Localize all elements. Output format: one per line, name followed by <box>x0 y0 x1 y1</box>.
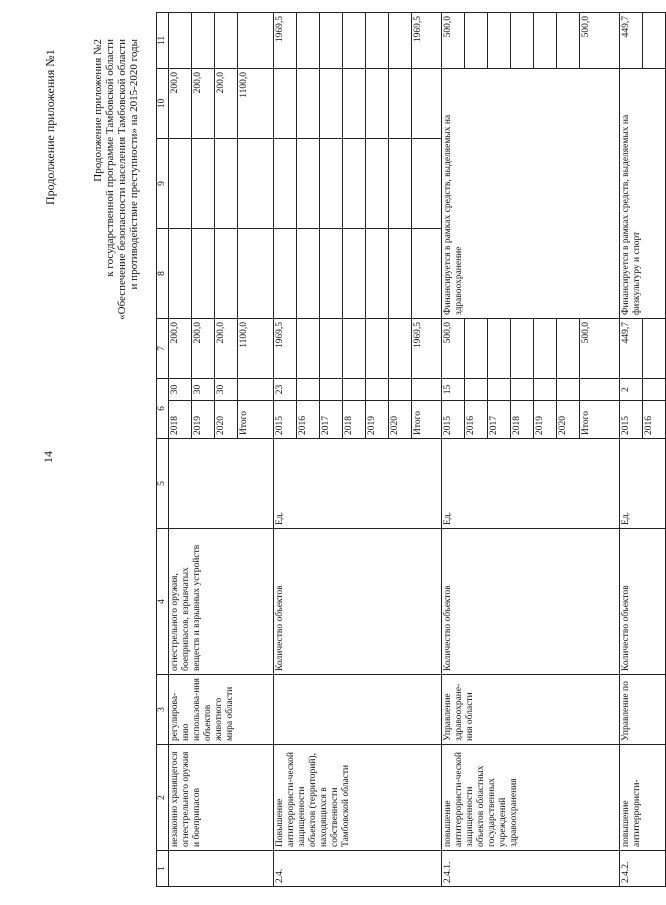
appendix-2-line: Продолжение приложения №2 <box>92 39 104 182</box>
table-row <box>620 13 643 887</box>
column-number: 7 <box>157 319 169 379</box>
year-cell: 2016 <box>465 401 488 439</box>
value-cell <box>366 229 389 319</box>
total-cell: 500,0 <box>580 319 620 379</box>
value-cell <box>297 13 320 69</box>
value-cell <box>320 69 343 139</box>
table-row <box>274 13 297 887</box>
total-cell: 200,0 <box>192 319 215 379</box>
quantity-cell <box>511 379 534 401</box>
value-cell <box>412 229 442 319</box>
value-cell <box>215 139 238 229</box>
total-cell <box>320 319 343 379</box>
value-cell: 1969,5 <box>412 13 442 69</box>
value-cell <box>169 139 192 229</box>
total-cell: 1100,0 <box>238 319 274 379</box>
value-cell <box>366 69 389 139</box>
quantity-cell: 30 <box>192 379 215 401</box>
quantity-cell: 15 <box>442 379 465 401</box>
year-cell: 2019 <box>192 401 215 439</box>
measure-indicator: Количество объектов <box>442 529 620 675</box>
value-cell <box>511 13 534 69</box>
table-row <box>442 13 465 887</box>
value-cell <box>297 229 320 319</box>
column-number: 3 <box>157 675 169 745</box>
measure-executor: Управление по <box>620 675 666 745</box>
value-cell <box>320 229 343 319</box>
total-cell <box>511 319 534 379</box>
financing-note: Финансируется в рамках средств, выделяемых на физкультуру и спорт <box>620 69 666 319</box>
year-cell: 2015 <box>620 401 643 439</box>
quantity-cell <box>488 379 511 401</box>
value-cell <box>343 13 366 69</box>
measure-code: 2.4. <box>274 851 442 887</box>
year-cell: Итого <box>238 401 274 439</box>
value-cell <box>274 69 297 139</box>
column-number: 10 <box>157 69 169 139</box>
column-number: 4 <box>157 529 169 675</box>
quantity-cell: 2 <box>620 379 643 401</box>
quantity-cell <box>465 379 488 401</box>
value-cell <box>320 139 343 229</box>
quantity-cell <box>343 379 366 401</box>
measure-executor <box>274 675 442 745</box>
measure-indicator: Количество объектов <box>274 529 442 675</box>
value-cell <box>343 139 366 229</box>
total-cell <box>534 319 557 379</box>
year-cell: 2016 <box>297 401 320 439</box>
value-cell <box>215 229 238 319</box>
value-cell <box>343 229 366 319</box>
value-cell <box>412 69 442 139</box>
quantity-cell <box>238 379 274 401</box>
year-cell: 2019 <box>366 401 389 439</box>
year-cell: 2016 <box>643 401 666 439</box>
year-cell: 2015 <box>274 401 297 439</box>
value-cell: 1969,5 <box>274 13 297 69</box>
column-number: 8 <box>157 229 169 319</box>
value-cell <box>238 139 274 229</box>
quantity-cell <box>580 379 620 401</box>
value-cell: 200,0 <box>215 69 238 139</box>
total-cell <box>389 319 412 379</box>
table-row <box>169 13 192 887</box>
value-cell: 449,7 <box>620 13 643 69</box>
appendix-2-line: «Обеспечение безопасности населения Тамбовской области <box>116 39 128 320</box>
measure-executor: Управление здравоохране-ния области <box>442 675 620 745</box>
quantity-cell <box>557 379 580 401</box>
total-cell: 1969,5 <box>412 319 442 379</box>
value-cell <box>320 13 343 69</box>
measure-indicator: Количество объектов <box>620 529 666 675</box>
total-cell <box>488 319 511 379</box>
value-cell <box>297 69 320 139</box>
total-cell <box>465 319 488 379</box>
value-cell <box>465 13 488 69</box>
value-cell <box>192 139 215 229</box>
appendix-2-header <box>92 39 140 399</box>
total-cell: 200,0 <box>215 319 238 379</box>
measure-unit: Ед. <box>274 439 442 529</box>
value-cell <box>389 139 412 229</box>
value-cell: 500,0 <box>580 13 620 69</box>
value-cell <box>169 13 192 69</box>
measure-unit <box>169 439 274 529</box>
measure-executor: регулирова-нию использова-ния объектов животного мира области <box>169 675 274 745</box>
measure-indicator: огнестрельного оружия, боеприпасов, взрывчатых веществ и взрывных устройств <box>169 529 274 675</box>
quantity-cell <box>320 379 343 401</box>
value-cell: 200,0 <box>192 69 215 139</box>
total-cell <box>643 319 666 379</box>
value-cell <box>366 13 389 69</box>
value-cell <box>412 139 442 229</box>
value-cell <box>534 13 557 69</box>
quantity-cell <box>366 379 389 401</box>
total-cell <box>557 319 580 379</box>
value-cell <box>366 139 389 229</box>
value-cell <box>192 229 215 319</box>
year-cell: 2017 <box>320 401 343 439</box>
value-cell <box>343 69 366 139</box>
quantity-cell: 30 <box>215 379 238 401</box>
value-cell <box>192 13 215 69</box>
quantity-cell: 30 <box>169 379 192 401</box>
column-number: 11 <box>157 13 169 69</box>
column-number: 6 <box>157 379 169 439</box>
year-cell: 2020 <box>557 401 580 439</box>
year-cell: 2018 <box>343 401 366 439</box>
total-cell <box>343 319 366 379</box>
measure-name: незаконно хранящегося огнестрельного оружия и боеприпасов <box>169 745 274 851</box>
quantity-cell: 23 <box>274 379 297 401</box>
column-number: 1 <box>157 851 169 887</box>
value-cell <box>488 13 511 69</box>
value-cell <box>557 13 580 69</box>
total-cell: 200,0 <box>169 319 192 379</box>
quantity-cell <box>412 379 442 401</box>
measure-code <box>169 851 274 887</box>
column-number: 9 <box>157 139 169 229</box>
year-cell: Итого <box>580 401 620 439</box>
value-cell <box>389 13 412 69</box>
appendix-2-line: и противодействие преступности» на 2015-2020 годы <box>128 39 140 290</box>
value-cell <box>389 69 412 139</box>
year-cell: 2020 <box>389 401 412 439</box>
total-cell <box>297 319 320 379</box>
measure-unit: Ед. <box>442 439 620 529</box>
total-cell <box>366 319 389 379</box>
quantity-cell <box>389 379 412 401</box>
measure-code: 2.4.1. <box>442 851 620 887</box>
year-cell: 2015 <box>442 401 465 439</box>
year-cell: 2018 <box>511 401 534 439</box>
total-cell: 1969,5 <box>274 319 297 379</box>
year-cell: 2017 <box>488 401 511 439</box>
value-cell <box>215 13 238 69</box>
value-cell: 1100,0 <box>238 69 274 139</box>
column-number-row <box>157 13 169 887</box>
column-number: 2 <box>157 745 169 851</box>
measure-name: повышение антитеррористи- <box>620 745 666 851</box>
value-cell: 200,0 <box>169 69 192 139</box>
measure-code: 2.4.2. <box>620 851 666 887</box>
value-cell <box>643 13 666 69</box>
financing-note: Финансируется в рамках средств, выделяемых на здравоохранение <box>442 69 620 319</box>
measure-unit: Ед. <box>620 439 666 529</box>
value-cell <box>274 229 297 319</box>
column-number: 5 <box>157 439 169 529</box>
measure-name: повышение антитеррористи-ческой защищенности объектов областных государственных учреждений здравоохранения <box>442 745 620 851</box>
quantity-cell <box>643 379 666 401</box>
quantity-cell <box>297 379 320 401</box>
value-cell <box>238 13 274 69</box>
value-cell: 500,0 <box>442 13 465 69</box>
value-cell <box>274 139 297 229</box>
page-number: 14 <box>41 451 55 463</box>
program-measures-table <box>156 12 666 887</box>
year-cell: 2018 <box>169 401 192 439</box>
measure-name: Повышение антитеррористи-ческой защищенности объектов (территорий), находящихся в собственности Тамбовской области <box>274 745 442 851</box>
appendix-1-continuation-title: Продолжение приложения №1 <box>43 49 57 205</box>
value-cell <box>297 139 320 229</box>
value-cell <box>389 229 412 319</box>
value-cell <box>238 229 274 319</box>
year-cell: 2019 <box>534 401 557 439</box>
year-cell: Итого <box>412 401 442 439</box>
total-cell: 449,7 <box>620 319 643 379</box>
quantity-cell <box>534 379 557 401</box>
value-cell <box>169 229 192 319</box>
appendix-2-line: к государственной программе Тамбовской области <box>104 39 116 277</box>
year-cell: 2020 <box>215 401 238 439</box>
total-cell: 500,0 <box>442 319 465 379</box>
